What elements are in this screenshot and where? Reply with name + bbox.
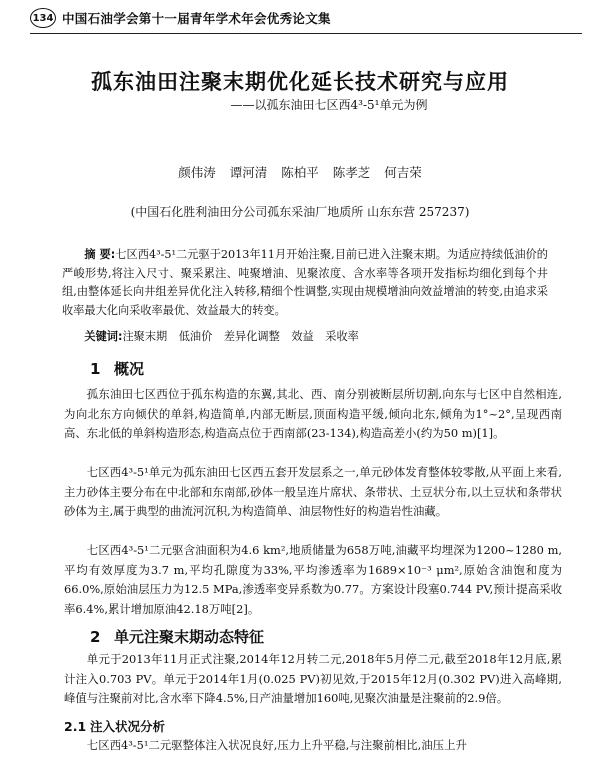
subsection-number: 2.1: [64, 719, 87, 734]
section-heading: [90, 626, 264, 647]
keywords-label: 关键词:: [84, 330, 123, 343]
header-rule: [30, 33, 582, 34]
paragraph: 七区西4³-5¹二元驱含油面积为4.6 km²,地质储量为658万吨,油藏平均埋深为1200~1280 m,平均有效厚度为3.7 m,平均孔隙度为33%,平均渗透率为1689×10⁻³ μm²,原始含油饱和度为66.0%,原始油层压力为12.5 MPa,渗透率变异系数为0.77。方案设计段塞0.744 PV,预计提高采收率6.4%,累计增加原油42.18万吨[2]。: [64, 543, 562, 616]
subsection-title: 注入状况分析: [90, 719, 166, 734]
journal-name: 中国石油学会第十一届青年学术年会优秀论文集: [62, 11, 331, 26]
subsection-heading: [64, 717, 165, 735]
page-number: 134: [30, 8, 56, 28]
section-title: 概况: [114, 360, 145, 378]
keywords: [62, 328, 548, 344]
abstract: [62, 246, 548, 320]
keywords-text: 注聚末期 低油价 差异化调整 效益 采收率: [122, 330, 359, 343]
paper-subtitle: ——以孤东油田七区西4³-5¹单元为例: [230, 98, 428, 112]
section-number: 1: [90, 360, 101, 378]
paragraph: 单元于2013年11月正式注聚,2014年12月转二元,2018年5月停二元,截至2018年12月底,累计注入0.703 PV。单元于2014年1月(0.025 PV)初见效,于2015年12月(0.302 PV)进入高峰期,峰值与注聚前对比,含水率下降4.5%,日产油量增加160吨,见聚次油量是注聚前的2.9倍。: [64, 652, 562, 706]
section-title: 单元注聚末期动态特征: [114, 628, 265, 646]
abstract-label: 摘 要:: [84, 248, 116, 261]
abstract-text: 七区西4³-5¹二元驱于2013年11月开始注聚,目前已进入注聚末期。为适应持续低油价的严峻形势,将注入尺寸、聚采累注、吨聚增油、见聚浓度、含水率等各项开发指标均细化到每个井组,由整体延长向井组差异优化注入转移,精细个性调整,实现由规模增油向效益增油的转变,由追求采收率最大化向采收率最优、效益最大的转变。: [62, 248, 548, 317]
running-header: [30, 6, 590, 30]
paragraph: 七区西4³-5¹单元为孤东油田七区西五套开发层系之一,单元砂体发育整体较零散,从平面上来看,主力砂体主要分布在中北部和东南部,砂体一般呈连片席状、条带状、土豆状分布,以土豆状和条带状砂体为主,属于典型的曲流河沉积,为构造简单、油层物性好的构造岩性油藏。: [64, 465, 562, 519]
authors: 颜伟涛 谭河清 陈柏平 陈孝芝 何吉荣: [178, 165, 422, 180]
section-number: 2: [90, 628, 101, 646]
paragraph: 孤东油田七区西位于孤东构造的东翼,其北、西、南分别被断层所切割,向东与七区中自然相连,为向北东方向倾伏的单斜,构造简单,内部无断层,顶面构造平缓,倾向北东,倾角为1°~2°,呈现西南高、东北低的单斜构造形态,构造高点位于西南部(23-134),构造高差小(约为50 m)[1]。: [64, 387, 562, 441]
section-heading: [90, 358, 144, 379]
paper-title: 孤东油田注聚末期优化延长技术研究与应用: [91, 70, 509, 94]
affiliation: (中国石化胜利油田分公司孤东采油厂地质所 山东东营 257237): [130, 205, 470, 219]
paragraph: 七区西4³-5¹二元驱整体注入状况良好,压力上升平稳,与注聚前相比,油压上升: [86, 738, 467, 752]
